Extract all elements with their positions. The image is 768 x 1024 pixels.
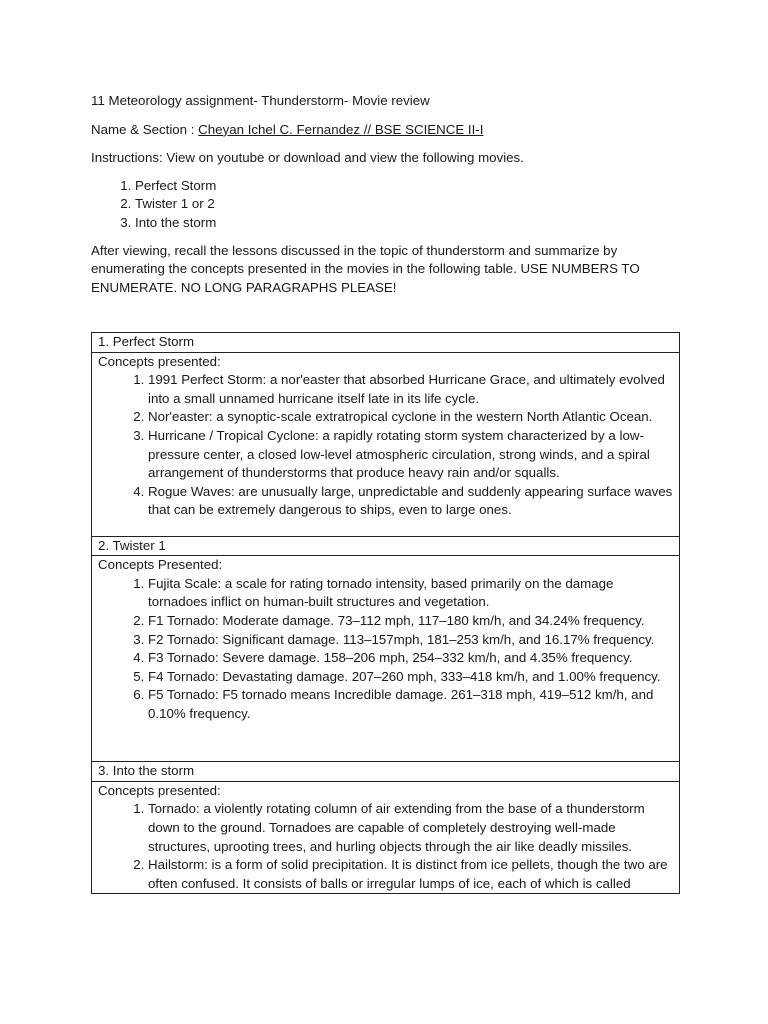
movie-item: 3. Into the storm — [135, 214, 681, 233]
concepts-label: Concepts presented: — [98, 353, 221, 369]
name-value: Cheyan Ichel C. Fernandez // BSE SCIENCE II-I — [198, 121, 484, 137]
section-body-into-the-storm — [92, 781, 680, 894]
table-row — [92, 762, 680, 782]
section-body-twister — [92, 556, 680, 762]
concept-item: 2. F1 Tornado: Moderate damage. 73–112 mph, 117–180 km/h, and 34.24% frequency. — [148, 612, 673, 631]
table-row — [92, 352, 680, 536]
document-page — [91, 92, 681, 891]
table-row — [92, 536, 680, 556]
concept-item: 1. Fujita Scale: a scale for rating tornado intensity, based primarily on the damage tornadoes inflict on human-built structures and vegetation. — [148, 575, 673, 612]
concept-item: 6. F5 Tornado: F5 tornado means Incredible damage. 261–318 mph, 419–512 km/h, and 0.10% frequency. — [148, 686, 673, 723]
concept-item: 1. 1991 Perfect Storm: a nor'easter that absorbed Hurricane Grace, and ultimately evolved into a small unnamed hurricane itself late in its life cycle. — [148, 371, 673, 408]
section-heading-perfect-storm: 1. Perfect Storm — [92, 333, 680, 353]
name-section-line — [91, 121, 681, 140]
section-body-perfect-storm — [92, 352, 680, 536]
concept-item: 1. Tornado: a violently rotating column of air extending from the base of a thunderstorm down to the ground. Tornadoes are capable of completely destroying well-made structures, uprooting trees, and hurling objects through the air like deadly missiles. — [148, 800, 673, 856]
concepts-list — [98, 371, 673, 520]
document-title: 11 Meteorology assignment- Thunderstorm- Movie review — [91, 93, 430, 108]
name-label: Name & Section : — [91, 121, 199, 137]
table-row — [92, 556, 680, 762]
concept-item: 3. F2 Tornado: Significant damage. 113–157mph, 181–253 km/h, and 16.17% frequency. — [148, 631, 673, 650]
concept-item: 3. Hurricane / Tropical Cyclone: a rapidly rotating storm system characterized by a low-pressure center, a closed low-level atmospheric circulation, strong winds, and a spiral arrangement of thunderstorms that produce heavy rain and/or squalls. — [148, 427, 673, 483]
section-heading-twister: 2. Twister 1 — [92, 536, 680, 556]
concept-item: 2. Nor'easter: a synoptic-scale extratropical cyclone in the western North Atlantic Ocean. — [148, 408, 673, 427]
movie-item: 1. Perfect Storm — [135, 177, 681, 196]
concept-item: 2. Hailstorm: is a form of solid precipitation. It is distinct from ice pellets, though the two are often confused. It consists of balls or irregular lumps of ice, each of which is called — [148, 856, 673, 893]
concepts-label: Concepts Presented: — [98, 557, 223, 573]
concepts-list — [98, 800, 673, 893]
concept-item: 5. F4 Tornado: Devastating damage. 207–260 mph, 333–418 km/h, and 1.00% frequency. — [148, 668, 673, 687]
movie-item: 2. Twister 1 or 2 — [135, 195, 681, 214]
concepts-list — [98, 575, 673, 724]
section-heading-into-the-storm: 3. Into the storm — [92, 762, 680, 782]
after-viewing-instructions: After viewing, recall the lessons discussed in the topic of thunderstorm and summarize by enumerating the concepts presented in the movies in the following table. USE NUMBERS TO ENUMERATE. NO LONG PARAGRAPHS PLEASE! — [91, 242, 640, 295]
instructions: Instructions: View on youtube or download and view the following movies. — [91, 150, 524, 166]
movie-list — [91, 177, 681, 233]
concepts-label: Concepts presented: — [98, 782, 221, 798]
concept-item: 4. F3 Tornado: Severe damage. 158–206 mph, 254–332 km/h, and 4.35% frequency. — [148, 649, 673, 668]
table-row — [92, 333, 680, 353]
table-row — [92, 781, 680, 894]
concept-item: 4. Rogue Waves: are unusually large, unpredictable and suddenly appearing surface waves that can be extremely dangerous to ships, even to large ones. — [148, 483, 673, 520]
concepts-table — [91, 332, 680, 894]
